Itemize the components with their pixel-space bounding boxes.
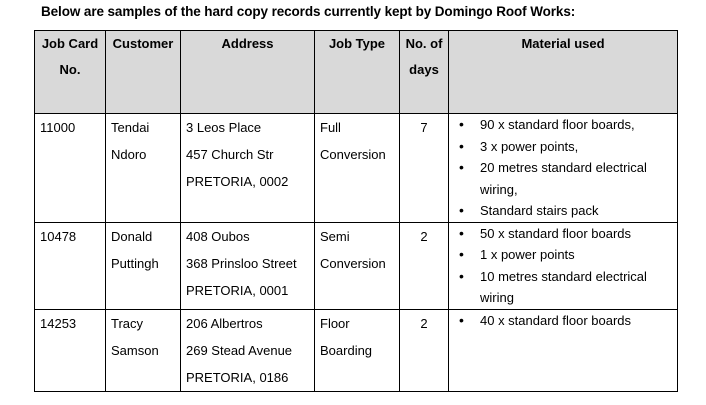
customer-last-name: Ndoro — [111, 147, 147, 162]
table-row — [35, 114, 678, 223]
address-line: 3 Leos Place — [186, 120, 262, 135]
job-type-line: Conversion — [320, 147, 386, 162]
customer-last-name: Samson — [111, 342, 159, 358]
header-customer: Customer — [106, 31, 181, 114]
materials-list — [454, 310, 672, 332]
days-cell: 2 — [400, 222, 449, 309]
header-material-used: Material used — [449, 31, 678, 114]
address-line: 457 Church Str — [186, 147, 274, 162]
records-table — [34, 30, 678, 392]
header-no-of-days: No. of days — [400, 31, 449, 114]
address-line: PRETORIA, 0002 — [186, 174, 289, 189]
days-cell: 2 — [400, 309, 449, 391]
job-card-cell: 11000 — [35, 114, 106, 223]
job-card-cell: 10478 — [35, 222, 106, 309]
address-cell — [181, 114, 315, 223]
job-type-line: Semi — [320, 228, 350, 244]
header-job-type: Job Type — [315, 31, 400, 114]
materials-cell — [449, 222, 678, 309]
material-item: • 90 x standard floor boards, — [454, 114, 672, 136]
intro-heading: Below are samples of the hard copy records currently kept by Domingo Roof Works: — [41, 4, 576, 19]
job-type-cell — [315, 309, 400, 391]
customer-first-name: Tendai — [111, 120, 150, 135]
header-job-card: Job Card No. — [35, 31, 106, 114]
customer-cell — [106, 309, 181, 391]
job-type-cell — [315, 114, 400, 223]
address-cell — [181, 309, 315, 391]
table-row — [35, 309, 678, 391]
materials-cell — [449, 114, 678, 223]
address-line: PRETORIA, 0001 — [186, 282, 289, 298]
material-item: • 10 metres standard electrical wiring — [454, 266, 672, 309]
header-address: Address — [181, 31, 315, 114]
job-type-line: Floor — [320, 315, 350, 331]
material-item: • 40 x standard floor boards — [454, 310, 672, 332]
material-item: • 1 x power points — [454, 244, 672, 266]
address-cell — [181, 222, 315, 309]
job-type-line: Full — [320, 120, 341, 135]
address-line: 408 Oubos — [186, 228, 250, 244]
customer-first-name: Tracy — [111, 315, 144, 331]
material-item: • Standard stairs pack — [454, 200, 672, 222]
customer-last-name: Puttingh — [111, 255, 159, 271]
material-item: • 20 metres standard electrical wiring, — [454, 157, 672, 200]
address-line: 368 Prinsloo Street — [186, 255, 297, 271]
customer-cell — [106, 222, 181, 309]
address-line: 206 Albertros — [186, 315, 263, 331]
customer-cell — [106, 114, 181, 223]
address-line: PRETORIA, 0186 — [186, 369, 289, 385]
address-line: 269 Stead Avenue — [186, 342, 293, 358]
customer-first-name: Donald — [111, 228, 153, 244]
materials-list — [454, 114, 672, 222]
job-type-line: Boarding — [320, 342, 373, 358]
materials-cell — [449, 309, 678, 391]
material-item: • 50 x standard floor boards — [454, 223, 672, 245]
material-item: • 3 x power points, — [454, 136, 672, 158]
job-type-cell — [315, 222, 400, 309]
table-row — [35, 222, 678, 309]
job-type-line: Conversion — [320, 255, 386, 271]
header-row — [35, 31, 678, 114]
days-cell: 7 — [400, 114, 449, 223]
job-card-cell: 14253 — [35, 309, 106, 391]
materials-list — [454, 223, 672, 309]
